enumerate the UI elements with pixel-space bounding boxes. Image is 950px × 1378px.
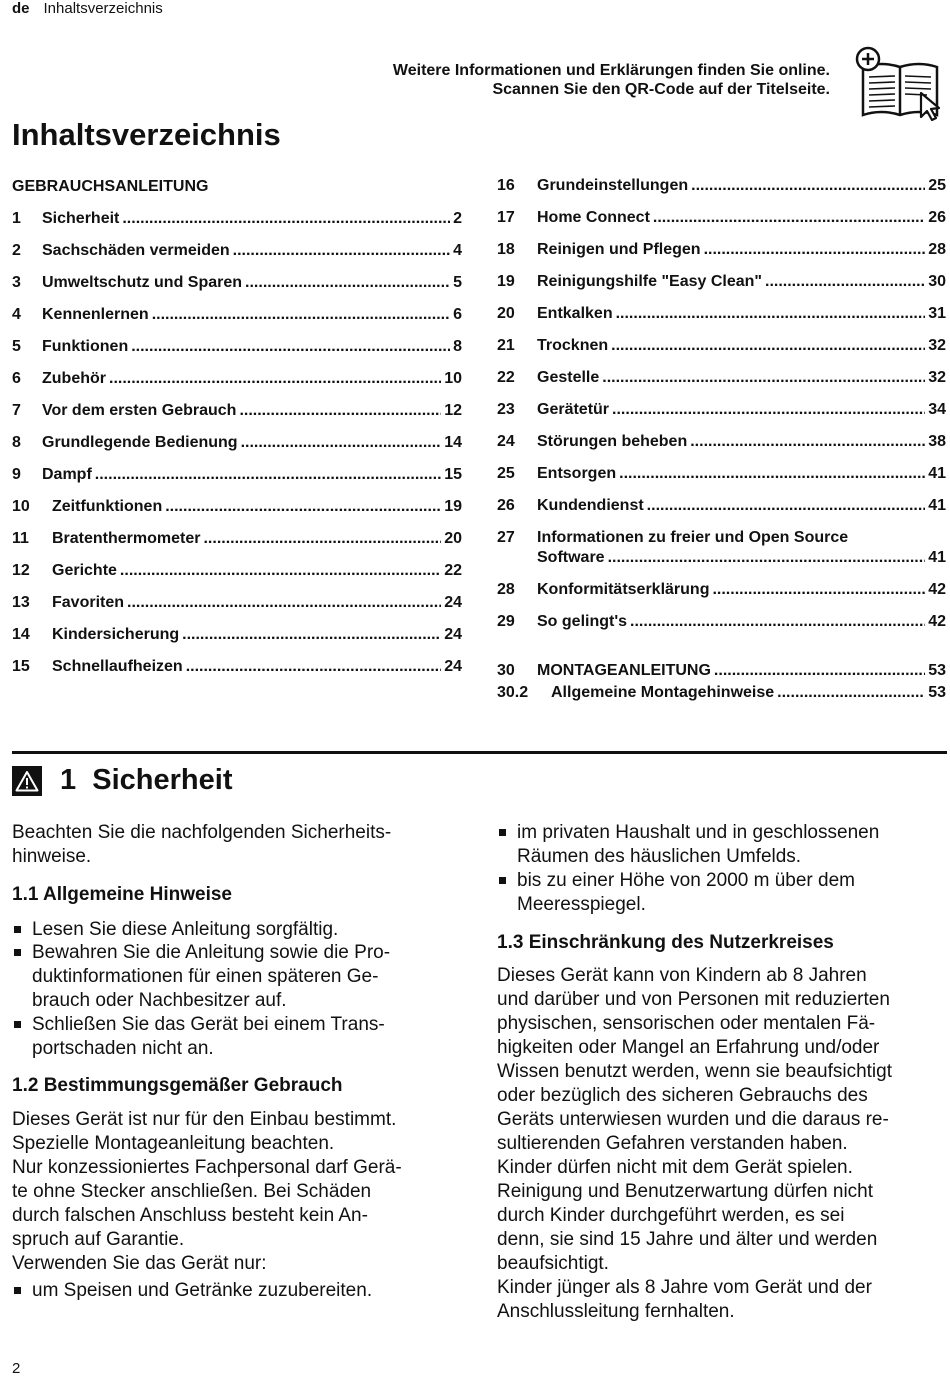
toc-entry[interactable] <box>497 208 946 228</box>
toc-entry-number: 6 <box>12 370 21 387</box>
section-heading <box>12 764 232 797</box>
toc-entry-number: 30.2 <box>497 684 529 701</box>
toc-leader-dots <box>765 272 925 292</box>
toc-entry[interactable] <box>497 464 946 484</box>
subsection-heading: 1.2 Bestimmungsgemäßer Gebrauch <box>12 1075 343 1096</box>
toc-entry[interactable] <box>497 304 946 324</box>
toc-entry-label: Funktionen <box>42 338 129 355</box>
list-item: Bewahren Sie die Anleitung sowie die Pro- duktinformationen für einen späteren Ge- brauch oder Nachbesitzer auf. <box>12 941 472 1013</box>
toc-entry-label: Schnellaufheizen <box>52 658 183 675</box>
toc-entry-number: 29 <box>497 613 515 630</box>
toc-entry-page: 41 <box>928 465 946 482</box>
toc-entry-number: 17 <box>497 209 515 226</box>
toc-entry-page: 32 <box>928 369 946 386</box>
toc-leader-dots <box>611 336 925 356</box>
toc-entry[interactable] <box>12 369 462 389</box>
toc-entry[interactable] <box>497 661 946 681</box>
toc-entry-page: 28 <box>928 241 946 258</box>
section-number: 1 <box>60 764 77 796</box>
toc-entry-number: 8 <box>12 434 21 451</box>
toc-entry-page: 53 <box>928 662 946 679</box>
toc-entry-number: 11 <box>12 530 29 547</box>
section-intro: Beachten Sie die nachfolgenden Sicherheits- hinweise. <box>12 822 392 867</box>
toc-leader-dots <box>152 305 450 325</box>
toc-entry-page: 24 <box>444 594 462 611</box>
toc-entry-number: 28 <box>497 581 515 598</box>
toc-entry-label: Konformitätserklärung <box>537 581 710 598</box>
toc-entry-page: 30 <box>928 273 946 290</box>
warning-triangle-icon <box>12 766 42 796</box>
toc-entry-label: Entkalken <box>537 305 613 322</box>
toc-entry-number: 20 <box>497 305 515 322</box>
toc-entry-page: 42 <box>928 613 946 630</box>
toc-entry-number: 3 <box>12 274 21 291</box>
list-item: Schließen Sie das Gerät bei einem Trans- portschaden nicht an. <box>12 1013 472 1061</box>
toc-leader-dots <box>165 497 441 517</box>
list-item: bis zu einer Höhe von 2000 m über dem Meeresspiegel. <box>497 869 950 917</box>
toc-entry-number: 26 <box>497 497 515 514</box>
toc-entry-page: 41 <box>928 549 946 566</box>
toc-entry[interactable] <box>12 305 462 325</box>
page-number: 2 <box>12 1360 21 1377</box>
toc-entry[interactable] <box>497 683 946 703</box>
toc-entry-page: 12 <box>444 402 462 419</box>
toc-entry-page: 5 <box>453 274 462 291</box>
toc-leader-dots <box>704 240 926 260</box>
toc-entry-number: 13 <box>12 594 30 611</box>
toc-entry[interactable] <box>12 209 462 229</box>
section-title: Sicherheit <box>92 764 233 796</box>
subsection-heading: 1.1 Allgemeine Hinweise <box>12 884 232 905</box>
running-header <box>12 0 163 17</box>
toc-leader-dots <box>95 465 441 485</box>
toc-entry-number: 16 <box>497 177 515 194</box>
toc-entry-page: 25 <box>928 177 946 194</box>
toc-entry-page: 42 <box>928 581 946 598</box>
toc-entry-label: Umweltschutz und Sparen <box>42 274 243 291</box>
toc-entry-label: Allgemeine Montagehinweise <box>551 684 775 701</box>
toc-entry-label: Grundlegende Bedienung <box>42 434 238 451</box>
toc-entry-number: 25 <box>497 465 515 482</box>
toc-entry-label: Bratenthermometer <box>52 530 201 547</box>
toc-entry-number: 4 <box>12 306 21 323</box>
toc-entry-label: Zubehör <box>42 370 106 387</box>
toc-leader-dots <box>122 209 450 229</box>
toc-leader-dots <box>203 529 441 549</box>
toc-entry-label: Software <box>537 549 605 566</box>
toc-entry-number: 23 <box>497 401 515 418</box>
toc-entry[interactable] <box>497 240 946 260</box>
toc-entry[interactable] <box>497 496 946 516</box>
toc-entry[interactable] <box>497 580 946 600</box>
toc-entry[interactable] <box>12 337 462 357</box>
toc-entry[interactable] <box>12 273 462 293</box>
toc-entry-page: 41 <box>928 497 946 514</box>
toc-entry-label: Home Connect <box>537 209 650 226</box>
toc-leader-dots <box>109 369 441 389</box>
toc-entry-label: Trocknen <box>537 337 609 354</box>
toc-entry-label: Kundendienst <box>537 497 644 514</box>
toc-entry-number: 22 <box>497 369 515 386</box>
toc-entry[interactable] <box>497 612 946 632</box>
toc-entry-number: 27 <box>497 529 515 546</box>
toc-entry-page: 15 <box>444 466 462 483</box>
toc-entry-number: 9 <box>12 466 21 483</box>
toc-entry-page: 32 <box>928 337 946 354</box>
toc-entry-page: 38 <box>928 433 946 450</box>
toc-leader-dots <box>245 273 450 293</box>
toc-leader-dots <box>630 612 925 632</box>
toc-leader-dots <box>712 580 925 600</box>
toc-leader-dots <box>182 625 441 645</box>
toc-entry-page: 2 <box>453 210 462 227</box>
paragraph: Dieses Gerät ist nur für den Einbau bestimmt. Spezielle Montageanleitung beachten. Nur konzessioniertes Fachpersonal darf Gerä- te ohne Stecker anschließen. Bei Schäden durch falschen Anschluss besteht kein An- spruch auf Garantie. Verwenden Sie das Gerät nur: <box>12 1109 402 1274</box>
toc-entry-page: 24 <box>444 658 462 675</box>
toc-entry-label: Gerichte <box>52 562 117 579</box>
toc-entry[interactable] <box>497 432 946 452</box>
toc-entry[interactable] <box>497 176 946 196</box>
list-item: im privaten Haushalt und in geschlossenen Räumen des häuslichen Umfelds. <box>497 821 950 869</box>
toc-leader-dots <box>241 433 442 453</box>
toc-entry-page: 19 <box>444 498 462 515</box>
toc-leader-dots <box>690 432 925 452</box>
toc-entry-number: 5 <box>12 338 21 355</box>
online-info-line-1: Weitere Informationen und Erklärungen finden Sie online. <box>392 62 830 79</box>
language-code: de <box>12 0 30 17</box>
toc-entry-page: 14 <box>444 434 462 451</box>
toc-entry[interactable] <box>12 625 462 645</box>
toc-entry-number: 2 <box>12 242 21 259</box>
toc-leader-dots <box>602 368 925 388</box>
toc-entry-label: Grundeinstellungen <box>537 177 689 194</box>
toc-entry[interactable] <box>12 465 462 485</box>
toc-leader-dots <box>608 548 926 568</box>
toc-leader-dots <box>186 657 442 677</box>
toc-leader-dots <box>239 401 441 421</box>
page-title: Inhaltsverzeichnis <box>12 117 281 152</box>
toc-entry[interactable] <box>12 433 462 453</box>
toc-entry[interactable] <box>497 272 946 292</box>
subsection-heading: 1.3 Einschränkung des Nutzerkreises <box>497 932 834 953</box>
toc-entry-label: Favoriten <box>52 594 125 611</box>
toc-entry-number: 24 <box>497 433 515 450</box>
book-plus-cursor-icon <box>855 45 945 121</box>
toc-leader-dots <box>612 400 925 420</box>
online-info-line-2: Scannen Sie den QR-Code auf der Titelseite. <box>492 81 830 98</box>
toc-entry-page: 20 <box>444 530 462 547</box>
toc-entry-number: 10 <box>12 498 30 515</box>
toc-leader-dots <box>120 561 441 581</box>
toc-entry-page: 8 <box>453 338 462 355</box>
toc-entry-page: 10 <box>444 370 462 387</box>
running-header-title: Inhaltsverzeichnis <box>43 0 163 17</box>
toc-entry[interactable] <box>497 336 946 356</box>
toc-entry-number: 1 <box>12 210 21 227</box>
toc-entry-number: 30 <box>497 662 515 679</box>
section-divider <box>12 751 947 754</box>
toc-entry-label: Störungen beheben <box>537 433 688 450</box>
toc-entry-number: 12 <box>12 562 30 579</box>
toc-entry[interactable] <box>12 593 462 613</box>
toc-entry[interactable] <box>12 241 462 261</box>
toc-entry-label: Informationen zu freier und Open Source <box>537 529 849 546</box>
toc-entry-label: Sachschäden vermeiden <box>42 242 230 259</box>
toc-entry[interactable] <box>12 657 462 677</box>
toc-entry-page: 53 <box>928 684 946 701</box>
toc-entry-number: 18 <box>497 241 515 258</box>
toc-entry-label: Gestelle <box>537 369 600 386</box>
toc-entry-continuation[interactable] <box>537 548 946 568</box>
toc-leader-dots <box>777 683 925 703</box>
toc-entry-label: So gelingt's <box>537 613 628 630</box>
toc-leader-dots <box>131 337 450 357</box>
toc-entry-label: MONTAGEANLEITUNG <box>537 662 711 679</box>
toc-leader-dots <box>619 464 925 484</box>
toc-entry-number: 14 <box>12 626 30 643</box>
toc-entry-label: Zeitfunktionen <box>52 498 163 515</box>
toc-entry-number: 7 <box>12 402 21 419</box>
toc-entry-number: 15 <box>12 658 30 675</box>
toc-leader-dots <box>647 496 926 516</box>
toc-entry[interactable] <box>497 528 946 548</box>
toc-entry[interactable] <box>12 529 462 549</box>
toc-entry[interactable] <box>12 561 462 581</box>
paragraph: Dieses Gerät kann von Kindern ab 8 Jahren und darüber und von Personen mit reduzierten physischen, sensorischen oder mentalen Fä- higkeiten oder Mangel an Erfahrung und/oder Wissen benutzt werden, wenn sie beaufsichtigt oder bezüglich des sicheren Gebrauchs des Geräts unterwiesen wurden und die daraus re- sultierenden Gefahren verstanden haben. Kinder dürfen nicht mit dem Gerät spielen. Reinigung und Benutzerwartung dürfen nicht durch Kinder durchgeführt werden, es sei denn, sie sind 15 Jahre und älter und werden beaufsichtigt. Kinder jünger als 8 Jahre vom Gerät und der Anschlussleitung fernhalten. <box>497 965 892 1322</box>
toc-entry-label: Sicherheit <box>42 210 120 227</box>
toc-entry-page: 34 <box>928 401 946 418</box>
toc-entry-label: Reinigungshilfe "Easy Clean" <box>537 273 762 290</box>
toc-entry-label: Vor dem ersten Gebrauch <box>42 402 237 419</box>
toc-entry-page: 6 <box>453 306 462 323</box>
toc-entry-label: Kennenlernen <box>42 306 149 323</box>
toc-entry-number: 19 <box>497 273 515 290</box>
toc-entry[interactable] <box>497 400 946 420</box>
toc-leader-dots <box>233 241 450 261</box>
toc-entry[interactable] <box>12 497 462 517</box>
toc-entry-label: Entsorgen <box>537 465 617 482</box>
toc-entry[interactable] <box>12 401 462 421</box>
toc-leader-dots <box>691 176 925 196</box>
toc-entry-label: Gerätetür <box>537 401 610 418</box>
toc-entry-page: 24 <box>444 626 462 643</box>
toc-entry-page: 31 <box>928 305 946 322</box>
toc-entry[interactable] <box>497 368 946 388</box>
toc-entry-page: 22 <box>444 562 462 579</box>
toc-leader-dots <box>127 593 441 613</box>
list-item: um Speisen und Getränke zuzubereiten. <box>12 1279 472 1303</box>
toc-entry-label: Kindersicherung <box>52 626 180 643</box>
online-info <box>393 61 830 99</box>
toc-leader-dots <box>653 208 925 228</box>
toc-entry-number: 21 <box>497 337 515 354</box>
toc-entry-page: 4 <box>453 242 462 259</box>
toc-leader-dots <box>714 661 925 681</box>
list-item: Lesen Sie diese Anleitung sorgfältig. <box>12 918 472 942</box>
toc-entry-label: Reinigen und Pflegen <box>537 241 701 258</box>
toc-leader-dots <box>616 304 926 324</box>
toc-entry-page: 26 <box>928 209 946 226</box>
toc-entry-label: Dampf <box>42 466 92 483</box>
toc-section-label: GEBRAUCHSANLEITUNG <box>12 178 209 195</box>
